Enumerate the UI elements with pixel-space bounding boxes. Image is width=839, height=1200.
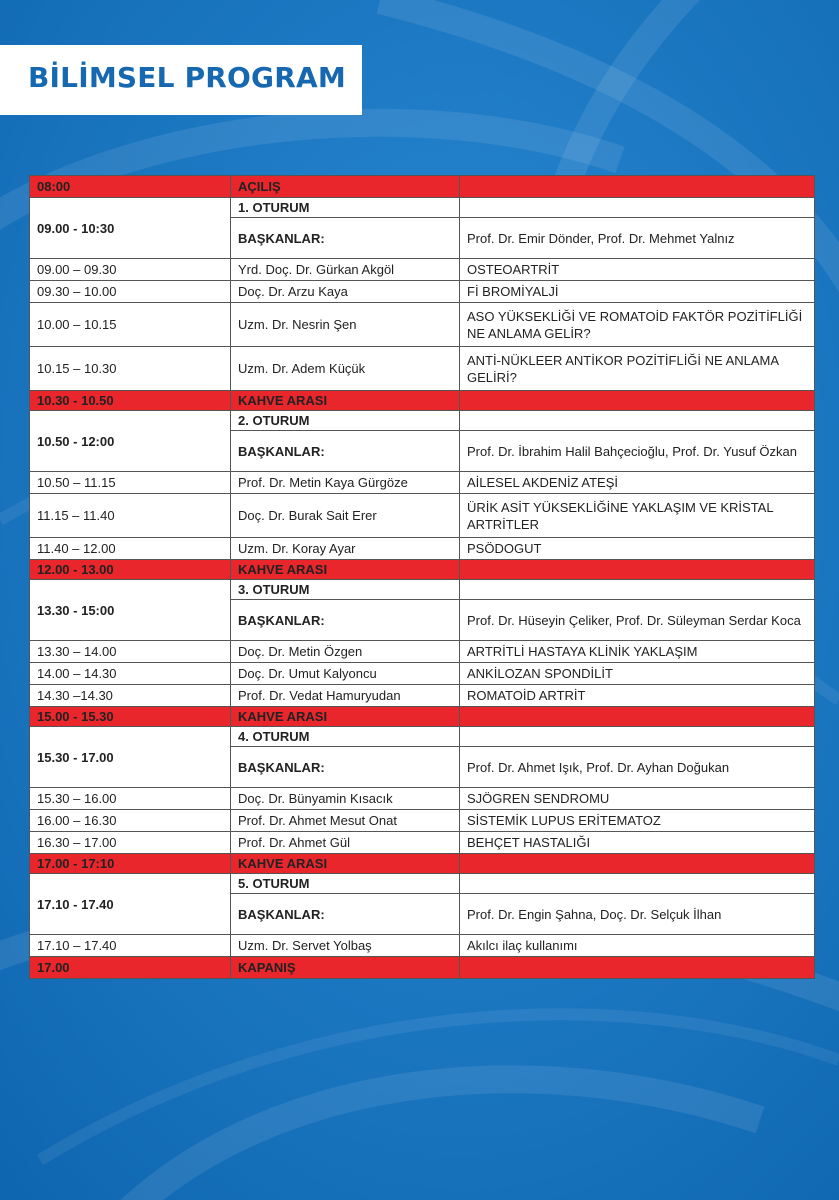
- time-cell: 17.00 - 17:10: [30, 854, 231, 874]
- session-time: 17.10 - 17.40: [30, 874, 231, 935]
- talk-row: [30, 281, 815, 303]
- empty-cell: [460, 727, 815, 747]
- chairs-names: Prof. Dr. Engin Şahna, Doç. Dr. Selçuk İlhan: [460, 894, 815, 935]
- time-cell: 13.30 – 14.00: [30, 641, 231, 663]
- chairs-label: BAŞKANLAR:: [231, 894, 460, 935]
- talk-row: [30, 259, 815, 281]
- empty-cell: [460, 874, 815, 894]
- session-time: 15.30 - 17.00: [30, 727, 231, 788]
- speaker-cell: Prof. Dr. Ahmet Mesut Onat: [231, 810, 460, 832]
- talk-row: [30, 303, 815, 347]
- topic-cell: Akılcı ilaç kullanımı: [460, 935, 815, 957]
- talk-row: [30, 347, 815, 391]
- time-cell: 09.30 – 10.00: [30, 281, 231, 303]
- time-cell: 09.00 – 09.30: [30, 259, 231, 281]
- speaker-cell: Uzm. Dr. Servet Yolbaş: [231, 935, 460, 957]
- highlight-row: [30, 391, 815, 411]
- session-row: [30, 198, 815, 218]
- time-cell: 17.10 – 17.40: [30, 935, 231, 957]
- highlight-row: [30, 707, 815, 727]
- topic-cell: ANKİLOZAN SPONDİLİT: [460, 663, 815, 685]
- time-cell: 14.30 –14.30: [30, 685, 231, 707]
- topic-cell: OSTEOARTRİT: [460, 259, 815, 281]
- empty-cell: [460, 560, 815, 580]
- topic-cell: BEHÇET HASTALIĞI: [460, 832, 815, 854]
- chairs-names: Prof. Dr. Ahmet Işık, Prof. Dr. Ayhan Doğukan: [460, 747, 815, 788]
- topic-cell: ARTRİTLİ HASTAYA KLİNİK YAKLAŞIM: [460, 641, 815, 663]
- talk-row: [30, 472, 815, 494]
- speaker-cell: Doç. Dr. Burak Sait Erer: [231, 494, 460, 538]
- time-cell: 16.30 – 17.00: [30, 832, 231, 854]
- session-time: 13.30 - 15:00: [30, 580, 231, 641]
- time-cell: 16.00 – 16.30: [30, 810, 231, 832]
- chairs-label: BAŞKANLAR:: [231, 747, 460, 788]
- empty-cell: [460, 391, 815, 411]
- session-title: 4. OTURUM: [231, 727, 460, 747]
- highlight-row: [30, 176, 815, 198]
- session-row: [30, 727, 815, 747]
- break-label: KAHVE ARASI: [231, 707, 460, 727]
- empty-cell: [460, 176, 815, 198]
- talk-row: [30, 538, 815, 560]
- session-row: [30, 580, 815, 600]
- speaker-cell: Prof. Dr. Metin Kaya Gürgöze: [231, 472, 460, 494]
- break-label: KAHVE ARASI: [231, 560, 460, 580]
- break-label: KAHVE ARASI: [231, 854, 460, 874]
- time-cell: 10.15 – 10.30: [30, 347, 231, 391]
- speaker-cell: Prof. Dr. Ahmet Gül: [231, 832, 460, 854]
- chairs-label: BAŞKANLAR:: [231, 218, 460, 259]
- chairs-names: Prof. Dr. İbrahim Halil Bahçecioğlu, Prof. Dr. Yusuf Özkan: [460, 431, 815, 472]
- session-row: [30, 874, 815, 894]
- time-cell: 10.30 - 10.50: [30, 391, 231, 411]
- chairs-label: BAŞKANLAR:: [231, 431, 460, 472]
- empty-cell: [460, 957, 815, 979]
- empty-cell: [460, 580, 815, 600]
- talk-row: [30, 832, 815, 854]
- session-time: 09.00 - 10:30: [30, 198, 231, 259]
- session-title: 5. OTURUM: [231, 874, 460, 894]
- session-row: [30, 411, 815, 431]
- highlight-row: [30, 560, 815, 580]
- empty-cell: [460, 707, 815, 727]
- time-cell: 11.15 – 11.40: [30, 494, 231, 538]
- speaker-cell: Uzm. Dr. Adem Küçük: [231, 347, 460, 391]
- break-label: KAHVE ARASI: [231, 391, 460, 411]
- talk-row: [30, 685, 815, 707]
- topic-cell: SİSTEMİK LUPUS ERİTEMATOZ: [460, 810, 815, 832]
- chairs-names: Prof. Dr. Hüseyin Çeliker, Prof. Dr. Süleyman Serdar Koca: [460, 600, 815, 641]
- talk-row: [30, 494, 815, 538]
- topic-cell: ASO YÜKSEKLİĞİ VE ROMATOİD FAKTÖR POZİTİFLİĞİ NE ANLAMA GELİR?: [460, 303, 815, 347]
- chairs-names: Prof. Dr. Emir Dönder, Prof. Dr. Mehmet Yalnız: [460, 218, 815, 259]
- topic-cell: ROMATOİD ARTRİT: [460, 685, 815, 707]
- time-cell: 11.40 – 12.00: [30, 538, 231, 560]
- topic-cell: ANTİ-NÜKLEER ANTİKOR POZİTİFLİĞİ NE ANLAMA GELİRİ?: [460, 347, 815, 391]
- speaker-cell: Doç. Dr. Bünyamin Kısacık: [231, 788, 460, 810]
- topic-cell: AİLESEL AKDENİZ ATEŞİ: [460, 472, 815, 494]
- speaker-cell: Prof. Dr. Vedat Hamuryudan: [231, 685, 460, 707]
- topic-cell: PSÖDOGUT: [460, 538, 815, 560]
- topic-cell: SJÖGREN SENDROMU: [460, 788, 815, 810]
- speaker-cell: Doç. Dr. Metin Özgen: [231, 641, 460, 663]
- speaker-cell: Uzm. Dr. Nesrin Şen: [231, 303, 460, 347]
- talk-row: [30, 788, 815, 810]
- program-table: [29, 175, 815, 979]
- empty-cell: [460, 411, 815, 431]
- time-cell: 10.00 – 10.15: [30, 303, 231, 347]
- time-cell: 15.00 - 15.30: [30, 707, 231, 727]
- time-cell: 15.30 – 16.00: [30, 788, 231, 810]
- time-cell: 12.00 - 13.00: [30, 560, 231, 580]
- topic-cell: ÜRİK ASİT YÜKSEKLİĞİNE YAKLAŞIM VE KRİSTAL ARTRİTLER: [460, 494, 815, 538]
- empty-cell: [460, 198, 815, 218]
- time-cell: 17.00: [30, 957, 231, 979]
- speaker-cell: Uzm. Dr. Koray Ayar: [231, 538, 460, 560]
- topic-cell: Fİ BROMİYALJİ: [460, 281, 815, 303]
- time-cell: 08:00: [30, 176, 231, 198]
- highlight-row: [30, 957, 815, 979]
- break-label: AÇILIŞ: [231, 176, 460, 198]
- title-banner: [0, 45, 362, 115]
- session-title: 2. OTURUM: [231, 411, 460, 431]
- time-cell: 14.00 – 14.30: [30, 663, 231, 685]
- session-title: 1. OTURUM: [231, 198, 460, 218]
- talk-row: [30, 810, 815, 832]
- speaker-cell: Doç. Dr. Arzu Kaya: [231, 281, 460, 303]
- talk-row: [30, 663, 815, 685]
- highlight-row: [30, 854, 815, 874]
- talk-row: [30, 641, 815, 663]
- talk-row: [30, 935, 815, 957]
- page-title: BİLİMSEL PROGRAM: [28, 61, 346, 94]
- session-title: 3. OTURUM: [231, 580, 460, 600]
- program-table-body: [30, 176, 815, 979]
- time-cell: 10.50 – 11.15: [30, 472, 231, 494]
- speaker-cell: Yrd. Doç. Dr. Gürkan Akgöl: [231, 259, 460, 281]
- empty-cell: [460, 854, 815, 874]
- chairs-label: BAŞKANLAR:: [231, 600, 460, 641]
- session-time: 10.50 - 12:00: [30, 411, 231, 472]
- break-label: KAPANIŞ: [231, 957, 460, 979]
- speaker-cell: Doç. Dr. Umut Kalyoncu: [231, 663, 460, 685]
